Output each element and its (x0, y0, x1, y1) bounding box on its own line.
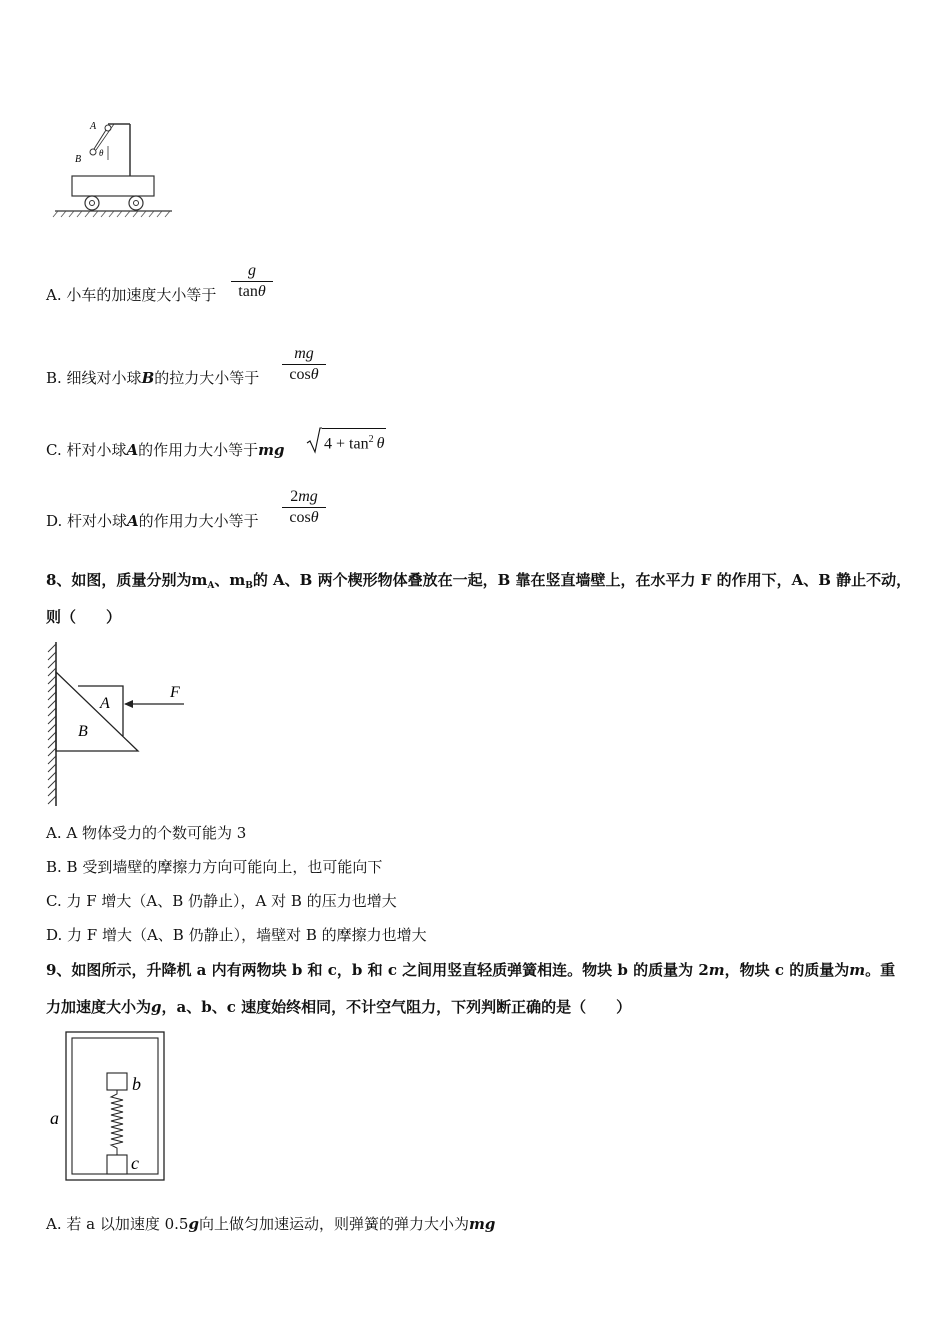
q7-option-c-var: A (126, 441, 139, 459)
q7-option-d (46, 511, 259, 531)
q7-c-rad-var: θ (376, 435, 385, 453)
q7-label-b: B (75, 154, 82, 165)
q8-stem-3: 则（ ） (46, 608, 122, 626)
q7-d-numerator-coef: 2 (290, 488, 299, 505)
q8-option-b: B. B 受到墙壁的摩擦力方向可能向上，也可能向下 (46, 858, 383, 876)
q8-sub-b: B (245, 581, 253, 591)
q7-option-d-var: A (127, 512, 139, 530)
q8-option-a: A. A 物体受力的个数可能为 3 (46, 824, 247, 842)
q9-stem-2a: 力加速度大小为 (46, 998, 152, 1016)
q7-a-numerator: g (248, 262, 256, 279)
q8-stem-1: 8、如图，质量分别为 (46, 571, 192, 589)
q7-d-den-fn: cos (289, 509, 311, 526)
q8-label-b: B (78, 723, 88, 740)
q8-option-c: C. 力 F 增大（A、B 仍静止），A 对 B 的压力也增大 (46, 892, 397, 910)
q9-stem-line1 (46, 960, 895, 980)
q7-option-c (46, 440, 285, 460)
q9-stem-1b: ，物块 c 的质量为 (724, 961, 850, 979)
q9-option-a-2: 向上做匀加速运动，则弹簧的弹力大小为 (198, 1215, 469, 1233)
q9-stem-1m2: m (849, 961, 866, 979)
q9-option-a-g: g (188, 1215, 199, 1233)
q7-c-exp: 2 (368, 434, 374, 445)
q9-stem-1a: 9、如图所示，升降机 a 内有两物块 b 和 c，b 和 c 之间用竖直轻质弹簧相连。物块 b 的质量为 2 (46, 961, 709, 979)
q7-b-den-fn: cos (289, 366, 311, 383)
q8-m-a: m (191, 571, 208, 589)
q8-m-b: m (229, 571, 246, 589)
q9-stem-2b: ，a、b、c 速度始终相同，不计空气阻力，下列判断正确的是（ ） (161, 998, 632, 1016)
q8-label-f: F (170, 684, 180, 701)
q9-option-a (46, 1214, 495, 1234)
q7-option-b-var: B (141, 369, 155, 387)
q8-wedge-figure (40, 638, 200, 810)
q9-label-a: a (50, 1108, 59, 1128)
q9-label-b: b (132, 1074, 141, 1094)
sqrt-sign-icon (306, 426, 322, 454)
q7-option-c-post: 的作用力大小等于 (138, 441, 259, 459)
q7-option-d-fraction (282, 487, 326, 528)
q7-b-den-var: θ (310, 366, 319, 383)
q7-option-b (46, 368, 259, 388)
q7-option-a-text: A. 小车的加速度大小等于 (46, 286, 217, 304)
q7-option-a-fraction (231, 261, 273, 302)
q7-cart-figure (50, 112, 180, 222)
q9-stem-line2 (46, 997, 631, 1017)
q9-stem-1c: 。重 (865, 961, 896, 979)
q9-stem-2g: g (151, 998, 162, 1016)
q7-a-den-fn: tan (238, 283, 258, 300)
q9-elevator-figure (44, 1028, 174, 1186)
q9-option-a-1: A. 若 a 以加速度 0.5 (46, 1215, 189, 1233)
q9-stem-1m: m (708, 961, 725, 979)
q8-option-d: D. 力 F 增大（A、B 仍静止），墙壁对 B 的摩擦力也增大 (46, 926, 427, 944)
q7-option-b-fraction (282, 344, 326, 385)
q7-option-d-post: 的作用力大小等于 (138, 512, 259, 530)
q9-option-a-mg: mg (469, 1215, 496, 1233)
q9-label-c: c (131, 1153, 139, 1173)
q7-option-c-coef: mg (258, 441, 285, 459)
q8-stem-2: 的 A、B 两个楔形物体叠放在一起，B 靠在竖直墙壁上，在水平力 F 的作用下，A、B 静止不动， (252, 571, 912, 589)
q8-label-a: A (100, 695, 110, 712)
q7-option-b-post: 的拉力大小等于 (154, 369, 260, 387)
q7-label-theta: θ (99, 148, 104, 158)
q7-d-numerator-var: mg (298, 488, 318, 505)
q7-a-den-var: θ (257, 283, 266, 300)
q7-b-numerator: mg (294, 345, 314, 362)
q8-stem-line2 (46, 607, 121, 627)
q7-option-a (46, 285, 216, 305)
q8-stem-line1 (46, 570, 911, 596)
q7-option-d-pre: D. 杆对小球 (46, 512, 128, 530)
q7-c-radicand: 4 + tan (324, 435, 369, 453)
q8-sub-a: A (207, 581, 215, 591)
q7-label-a: A (90, 121, 97, 132)
q7-option-c-pre: C. 杆对小球 (46, 441, 127, 459)
q7-d-numerator (282, 487, 326, 507)
q7-d-den-var: θ (310, 509, 319, 526)
q8-sep: 、 (214, 571, 230, 589)
q7-option-b-pre: B. 细线对小球 (46, 369, 142, 387)
